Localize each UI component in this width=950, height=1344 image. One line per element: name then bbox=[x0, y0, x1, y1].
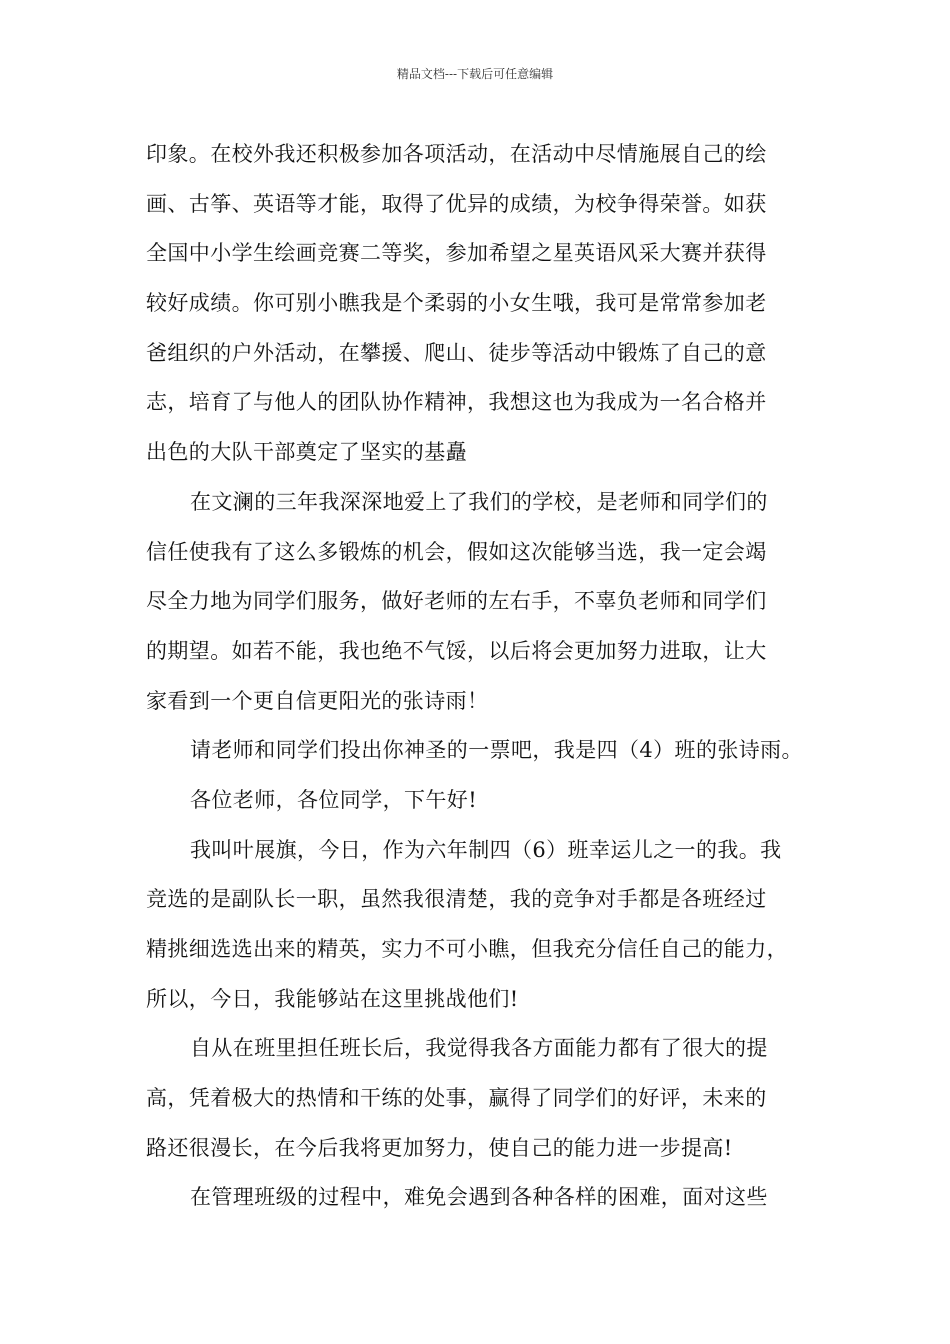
text-line: 竞选的是副队长一职，虽然我很清楚，我的竞争对手都是各班经过 bbox=[146, 887, 767, 912]
text-line: 印象。在校外我还积极参加各项活动，在活动中尽情施展自己的绘 bbox=[146, 142, 767, 166]
text-line: 请老师和同学们投出你神圣的一票吧，我是四（4）班的张诗雨。 bbox=[190, 738, 803, 763]
text-line: 的期望。如若不能，我也绝不气馁，以后将会更加努力进取，让大 bbox=[146, 638, 767, 663]
text-line: 信任使我有了这么多锻炼的机会，假如这次能够当选，我一定会竭 bbox=[146, 539, 767, 564]
text-line: 自从在班里担任班长后，我觉得我各方面能力都有了很大的提 bbox=[190, 1036, 768, 1061]
page-header: 精品文档---下载后可任意编辑 bbox=[396, 67, 554, 81]
text-line: 路还很漫长，在今后我将更加努力，使自己的能力进一步提高! bbox=[146, 1135, 733, 1160]
text-line: 爸组织的户外活动，在攀援、爬山、徒步等活动中锻炼了自己的意 bbox=[146, 340, 767, 365]
text-line: 高，凭着极大的热情和干练的处事，赢得了同学们的好评，未来的 bbox=[146, 1086, 767, 1111]
text-line: 全国中小学生绘画竞赛二等奖，参加希望之星英语风采大赛并获得 bbox=[146, 241, 767, 266]
text-line: 精挑细选选出来的精英，实力不可小瞧，但我充分信任自己的能力， bbox=[146, 937, 788, 961]
text-line: 各位老师，各位同学，下午好! bbox=[190, 787, 478, 812]
text-line: 志，培育了与他人的团队协作精神，我想这也为我成为一名合格并 bbox=[146, 390, 767, 415]
text-line: 出色的大队干部奠定了坚实的基矗 bbox=[146, 440, 467, 465]
text-line: 较好成绩。你可别小瞧我是个柔弱的小女生哦，我可是常常参加老 bbox=[146, 291, 767, 316]
text-line: 在文澜的三年我深深地爱上了我们的学校，是老师和同学们的 bbox=[190, 489, 768, 514]
text-line: 所以，今日，我能够站在这里挑战他们! bbox=[146, 986, 519, 1011]
text-line: 尽全力地为同学们服务，做好老师的左右手，不辜负老师和同学们 bbox=[146, 589, 767, 614]
text-line: 我叫叶展旗，今日，作为六年制四（6）班幸运儿之一的我。我 bbox=[190, 837, 782, 862]
text-line: 在管理班级的过程中，难免会遇到各种各样的困难，面对这些 bbox=[190, 1185, 768, 1210]
text-line: 家看到一个更自信更阳光的张诗雨！ bbox=[146, 688, 489, 713]
text-line: 画、古筝、英语等才能，取得了优异的成绩，为校争得荣誉。如获 bbox=[146, 191, 767, 216]
document-body bbox=[146, 130, 826, 1223]
